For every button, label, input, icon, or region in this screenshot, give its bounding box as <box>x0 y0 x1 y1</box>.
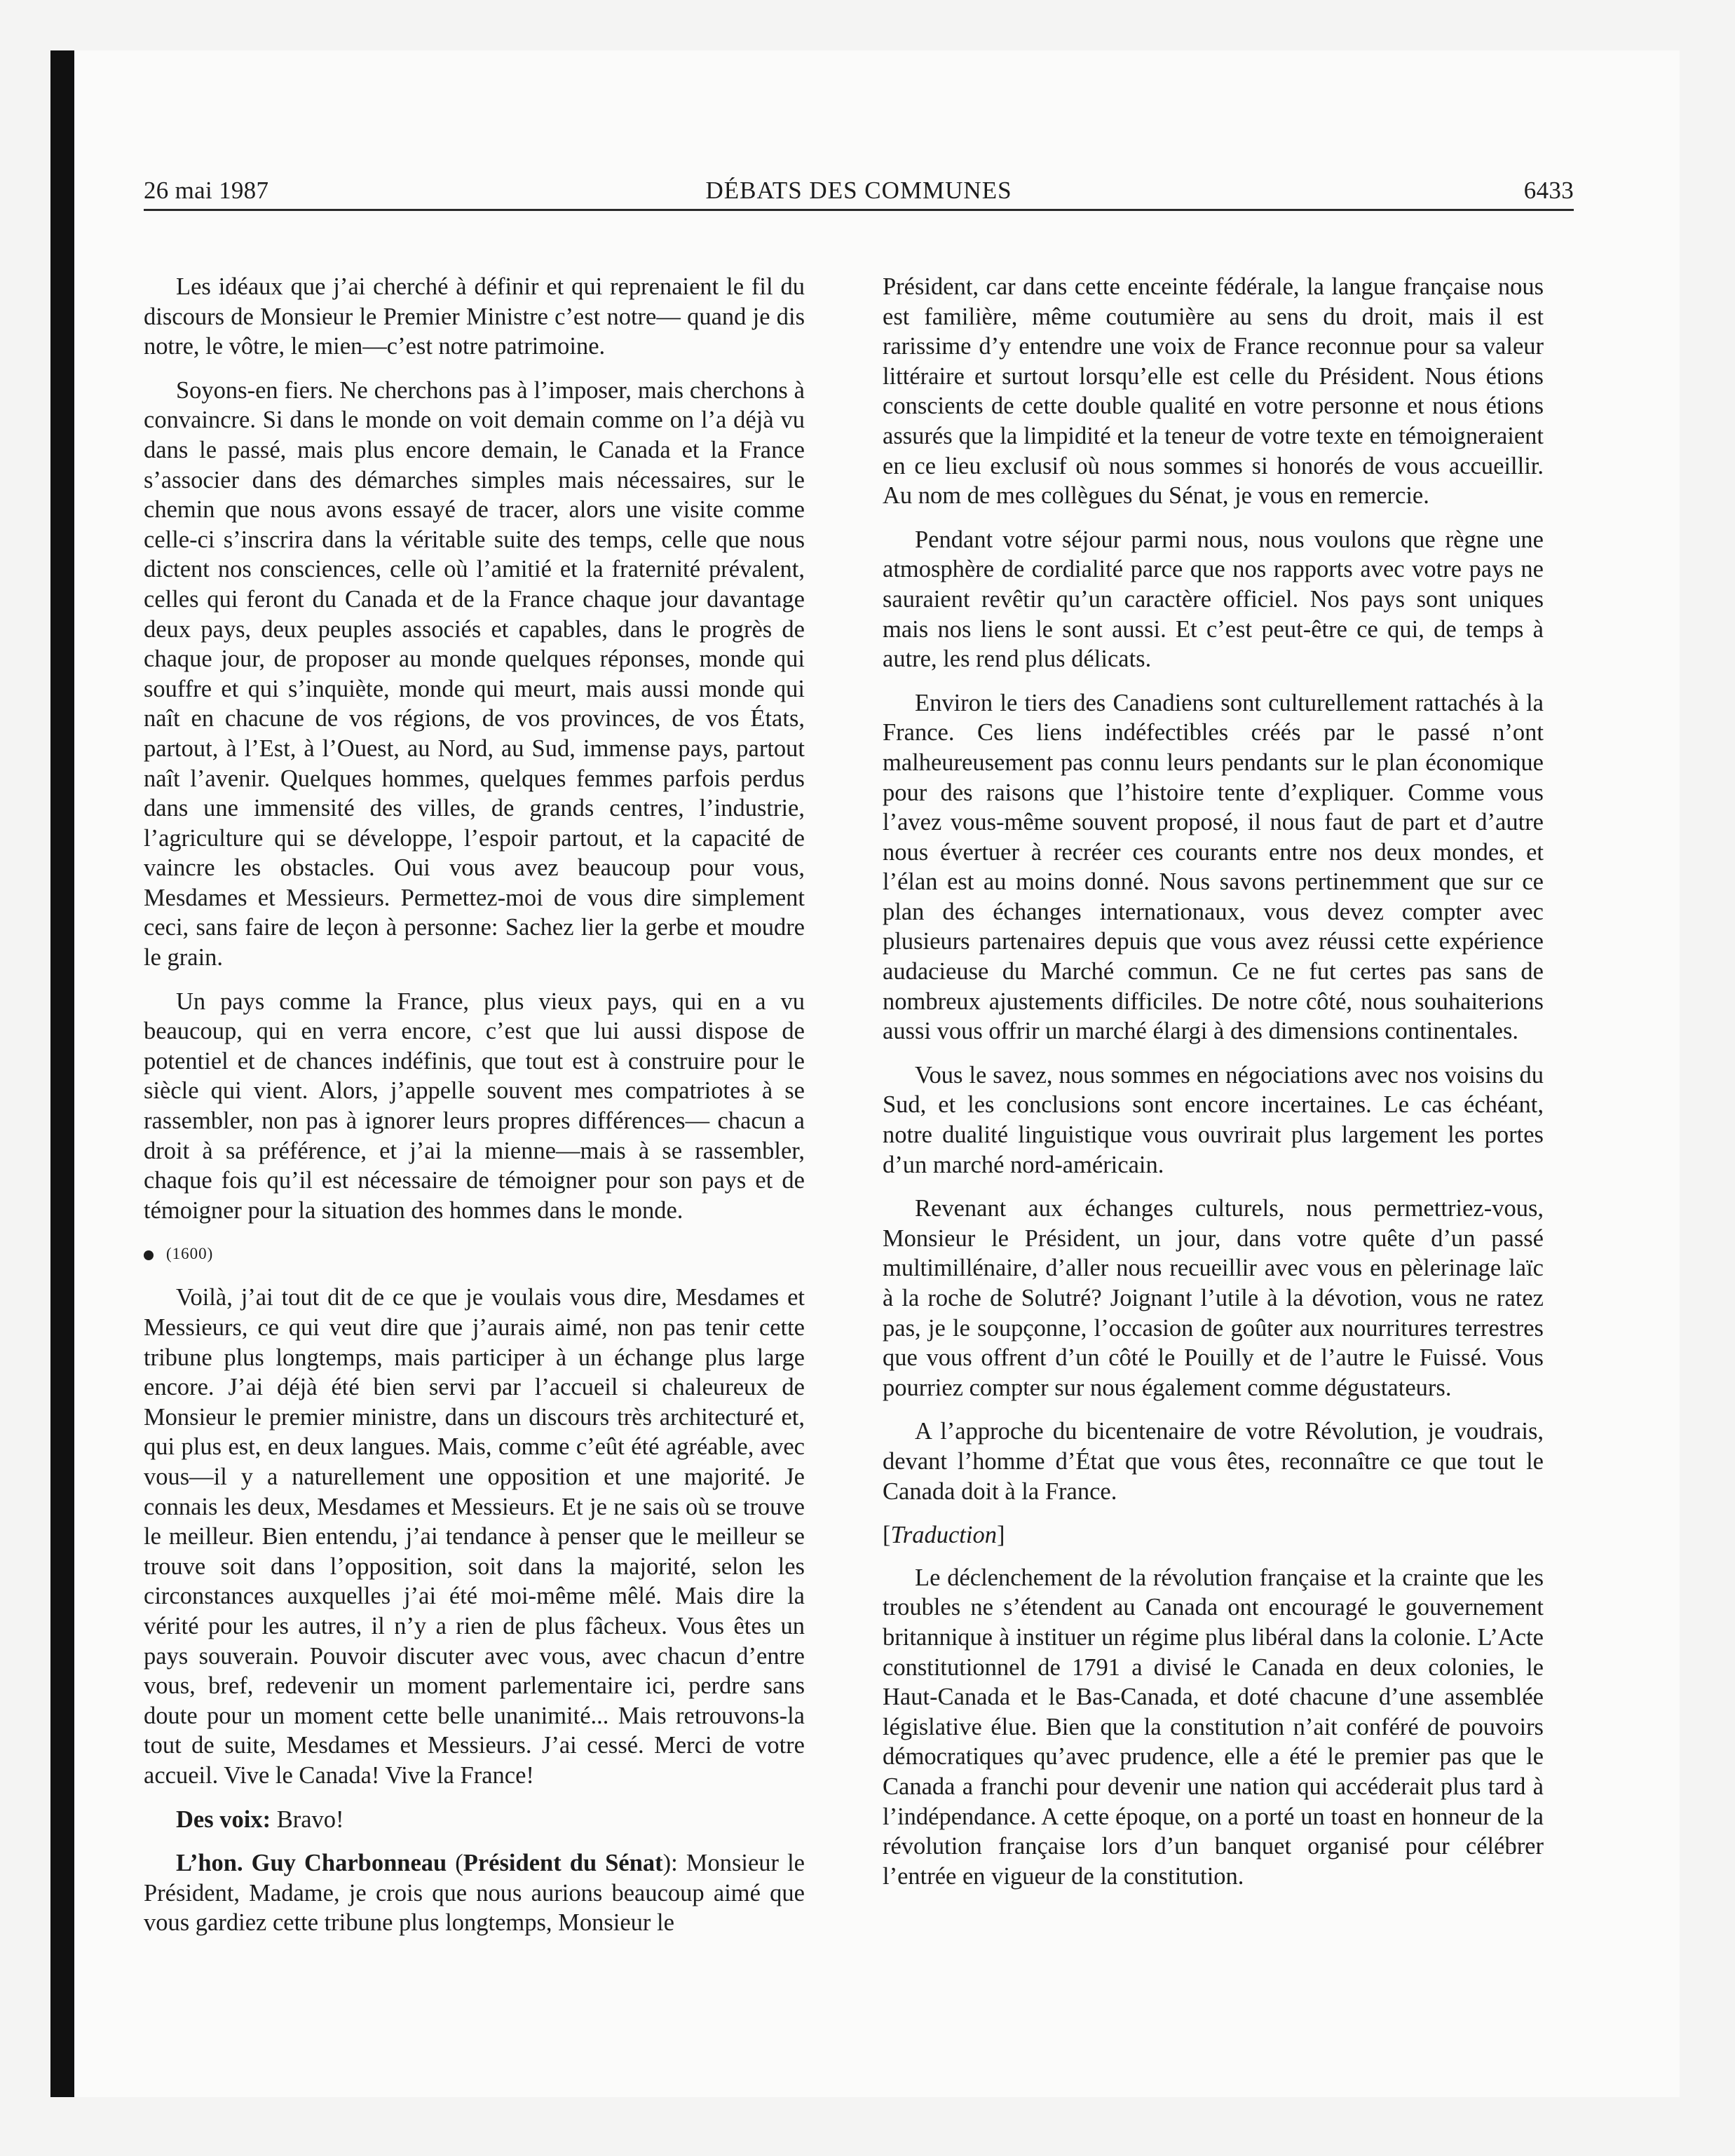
speaker-paragraph <box>144 1805 805 1835</box>
header-page-number: 6433 <box>1523 177 1574 204</box>
header-rule <box>144 209 1574 211</box>
paragraph: Soyons-en fiers. Ne cherchons pas à l’imposer, mais cherchons à convaincre. Si dans le monde on voit demain comme on l’a déjà vu dans le passé, mais plus encore demain, le Canada et la France s’associer dans des démarches simples mais nécessaires, sur le chemin que nous avons essayé de tracer, alors une visite comme celle-ci s’inscrira dans la véritable suite des temps, celle que nous dictent nos consciences, celle où l’amitié et la fraternité prévalent, celles qui feront du Canada et de la France chaque jour davantage deux pays, deux peuples associés et capables, dans le progrès de chaque jour, de proposer au monde quelques réponses, monde qui souffre et qui s’inquiète, monde qui meurt, mais aussi monde qui naît en chacune de vos régions, de vos provinces, de vos États, partout, à l’Est, à l’Ouest, au Nord, au Sud, immense pays, partout naît l’avenir. Quelques hommes, quelques femmes parfois perdus dans une immensité des villes, de grands centres, l’industrie, l’agriculture qui se développe, l’espoir partout, et la capacité de vaincre les obstacles. Oui vous avez beaucoup pour vous, Mesdames et Messieurs. Permettez-moi de vous dire simplement ceci, sans faire de leçon à personne: Sachez lier la gerbe et moudre le grain. <box>144 376 805 971</box>
header-title: DÉBATS DES COMMUNES <box>705 177 1012 204</box>
translation-note <box>883 1520 1544 1550</box>
paragraph: Revenant aux échanges culturels, nous permettriez-vous, Monsieur le Président, un jour, dans votre quête d’un passé multimillénaire, d’aller nous recueillir avec vous en pèlerinage laïc à la roche de Solutré? Joignant l’utile à la dévotion, vous ne ratez pas, je le soupçonne, l’occasion de goûter aux nourritures terrestres que vous offrent d’un côté le Pouilly et de l’autre le Fuissé. Vous pourriez compter sur nous également comme dégustateurs. <box>883 1195 1544 1401</box>
header-date: 26 mai 1987 <box>144 177 269 204</box>
paragraph: Le déclenchement de la révolution française et la crainte que les troubles ne s’étendent au Canada ont encouragé le gouvernement britannique à instituer un régime plus libéral dans la colonie. L’Acte constitutionnel de 1791 a divisé le Canada en deux colonies, le Haut-Canada et le Bas-Canada, et doté chacune d’une assemblée législative élue. Bien que la constitution n’ait conféré de pouvoirs démocratiques qu’avec prudence, elle a été le premier pas que le Canada a franchi pour devenir une nation qui accéderait plus tard à l’indépendance. A cette époque, on a porté un toast en honneur de la révolution française lors d’un banquet organisé pour célébrer l’entrée en vigueur de la constitution. <box>883 1564 1544 1890</box>
paragraph: Président, car dans cette enceinte fédérale, la langue française nous est familière, même coutumière au sens du droit, mais il est rarissime d’y entendre une voix de France reconnue pour sa valeur littéraire et surtout lorsqu’elle est celle du Président. Nous étions conscients de cette double qualité en votre personne et nous étions assurés que la limpidité et la teneur de votre texte en témoigneraient en ce lieu exclusif où nous sommes si honorés de vous accueillir. Au nom de mes collègues du Sénat, je vous en remercie. <box>883 273 1544 510</box>
right-column <box>883 272 1544 1905</box>
running-header <box>144 177 1574 210</box>
bracket-open: [ <box>883 1522 891 1549</box>
scan-binding-edge <box>50 50 74 2097</box>
paragraph: Vous le savez, nous sommes en négociations avec nos voisins du Sud, et les conclusions sont encore incertaines. Le cas échéant, notre dualité linguistique vous ouvrirait plus largement les portes d’un marché nord-américain. <box>883 1061 1544 1178</box>
speaker-title: Président du Sénat <box>463 1850 663 1877</box>
left-column <box>144 272 805 1952</box>
speaker-name: Des voix: <box>176 1806 271 1833</box>
paragraph: Environ le tiers des Canadiens sont culturellement rattachés à la France. Ces liens indéfectibles créés par le passé n’ont malheureusement pas connu leurs pendants sur le plan économique pour des raisons que l’histoire tente d’expliquer. Comme vous l’avez vous-même souvent proposé, il nous faut de part et d’autre nous évertuer à recréer ces courants entre nos deux mondes, et l’élan est au moins donné. Nous savons pertinemment que sur ce plan des échanges internationaux, vous devez compter avec plusieurs partenaires depuis que vous avez réussi cette expérience audacieuse du Marché commun. Ce ne fut certes pas sans de nombreux ajustements difficiles. De notre côté, nous souhaiterions aussi vous offrir un marché élargi à des dimensions continentales. <box>883 689 1544 1045</box>
paragraph: Les idéaux que j’ai cherché à définir et qui reprenaient le fil du discours de Monsieur le Premier Ministre c’est notre— quand je dis notre, le vôtre, le mien—c’est notre patrimoine. <box>144 273 805 360</box>
speaker-paren-close: ): <box>662 1850 678 1877</box>
paragraph: Pendant votre séjour parmi nous, nous voulons que règne une atmosphère de cordialité parce que nos rapports avec votre pays ne sauraient revêtir qu’un caractère officiel. Nos pays sont uniques mais nos liens le sont aussi. Et c’est peut-être ce qui, de temps à autre, les rend plus délicats. <box>883 526 1544 673</box>
paragraph: A l’approche du bicentenaire de votre Révolution, je voudrais, devant l’homme d’État que vous êtes, reconnaître ce que tout le Canada doit à la France. <box>883 1418 1544 1505</box>
speaker-name: L’hon. Guy Charbonneau <box>176 1850 447 1877</box>
bullet-icon <box>144 1250 154 1260</box>
speaker-paren-open: ( <box>447 1850 463 1877</box>
paragraph: Un pays comme la France, plus vieux pays, qui en a vu beaucoup, qui en verra encore, c’est que lui aussi dispose de potentiel et de chances indéfinis, que tout est à construire pour le siècle qui vient. Alors, j’appelle souvent mes compatriotes à se rassembler, non pas à ignorer leurs propres différences— chacun a droit à sa préférence, et j’ai la mienne—mais à se rassembler, chaque fois qu’il est nécessaire de témoigner pour son pays et de témoigner pour la situation des hommes dans le monde. <box>144 988 805 1224</box>
speech-text: Bravo! <box>271 1806 344 1833</box>
time-marker-text: (1600) <box>166 1245 214 1263</box>
speech-text: Monsieur le Président, Madame, je crois que nous aurions beaucoup aimé que vous gardiez cette tribune plus longtemps, Monsieur le <box>144 1850 805 1937</box>
translation-label: Traduction <box>890 1522 997 1549</box>
paragraph: Voilà, j’ai tout dit de ce que je voulais vous dire, Mesdames et Messieurs, ce qui veut dire que j’aurais aimé, non pas tenir cette tribune plus longtemps, mais participer à un échange plus large encore. J’ai déjà été bien servi par l’accueil si chaleureux de Monsieur le premier ministre, dans un discours très architecturé et, qui plus est, en deux langues. Mais, comme c’eût été agréable, avec vous—il y a naturellement une opposition et une majorité. Je connais les deux, Mesdames et Messieurs. Et je ne sais où se trouve le meilleur. Bien entendu, j’ai tendance à penser que le meilleur se trouve soit dans l’opposition, soit dans la majorité, selon les circonstances auxquelles j’ai été moi-même mêlé. Mais dire la vérité pour les autres, il n’y a rien de plus fâcheux. Vous êtes un pays souverain. Pouvoir discuter avec vous, avec chacun d’entre vous, bref, redevenir un moment parlementaire ici, perdre sans doute pour un moment cette belle unanimité... Mais retrouvons-la tout de suite, Mesdames et Messieurs. J’ai cessé. Merci de votre accueil. Vive le Canada! Vive la France! <box>144 1284 805 1789</box>
bracket-close: ] <box>996 1522 1005 1549</box>
speaker-paragraph <box>144 1848 805 1938</box>
time-marker <box>144 1239 805 1269</box>
